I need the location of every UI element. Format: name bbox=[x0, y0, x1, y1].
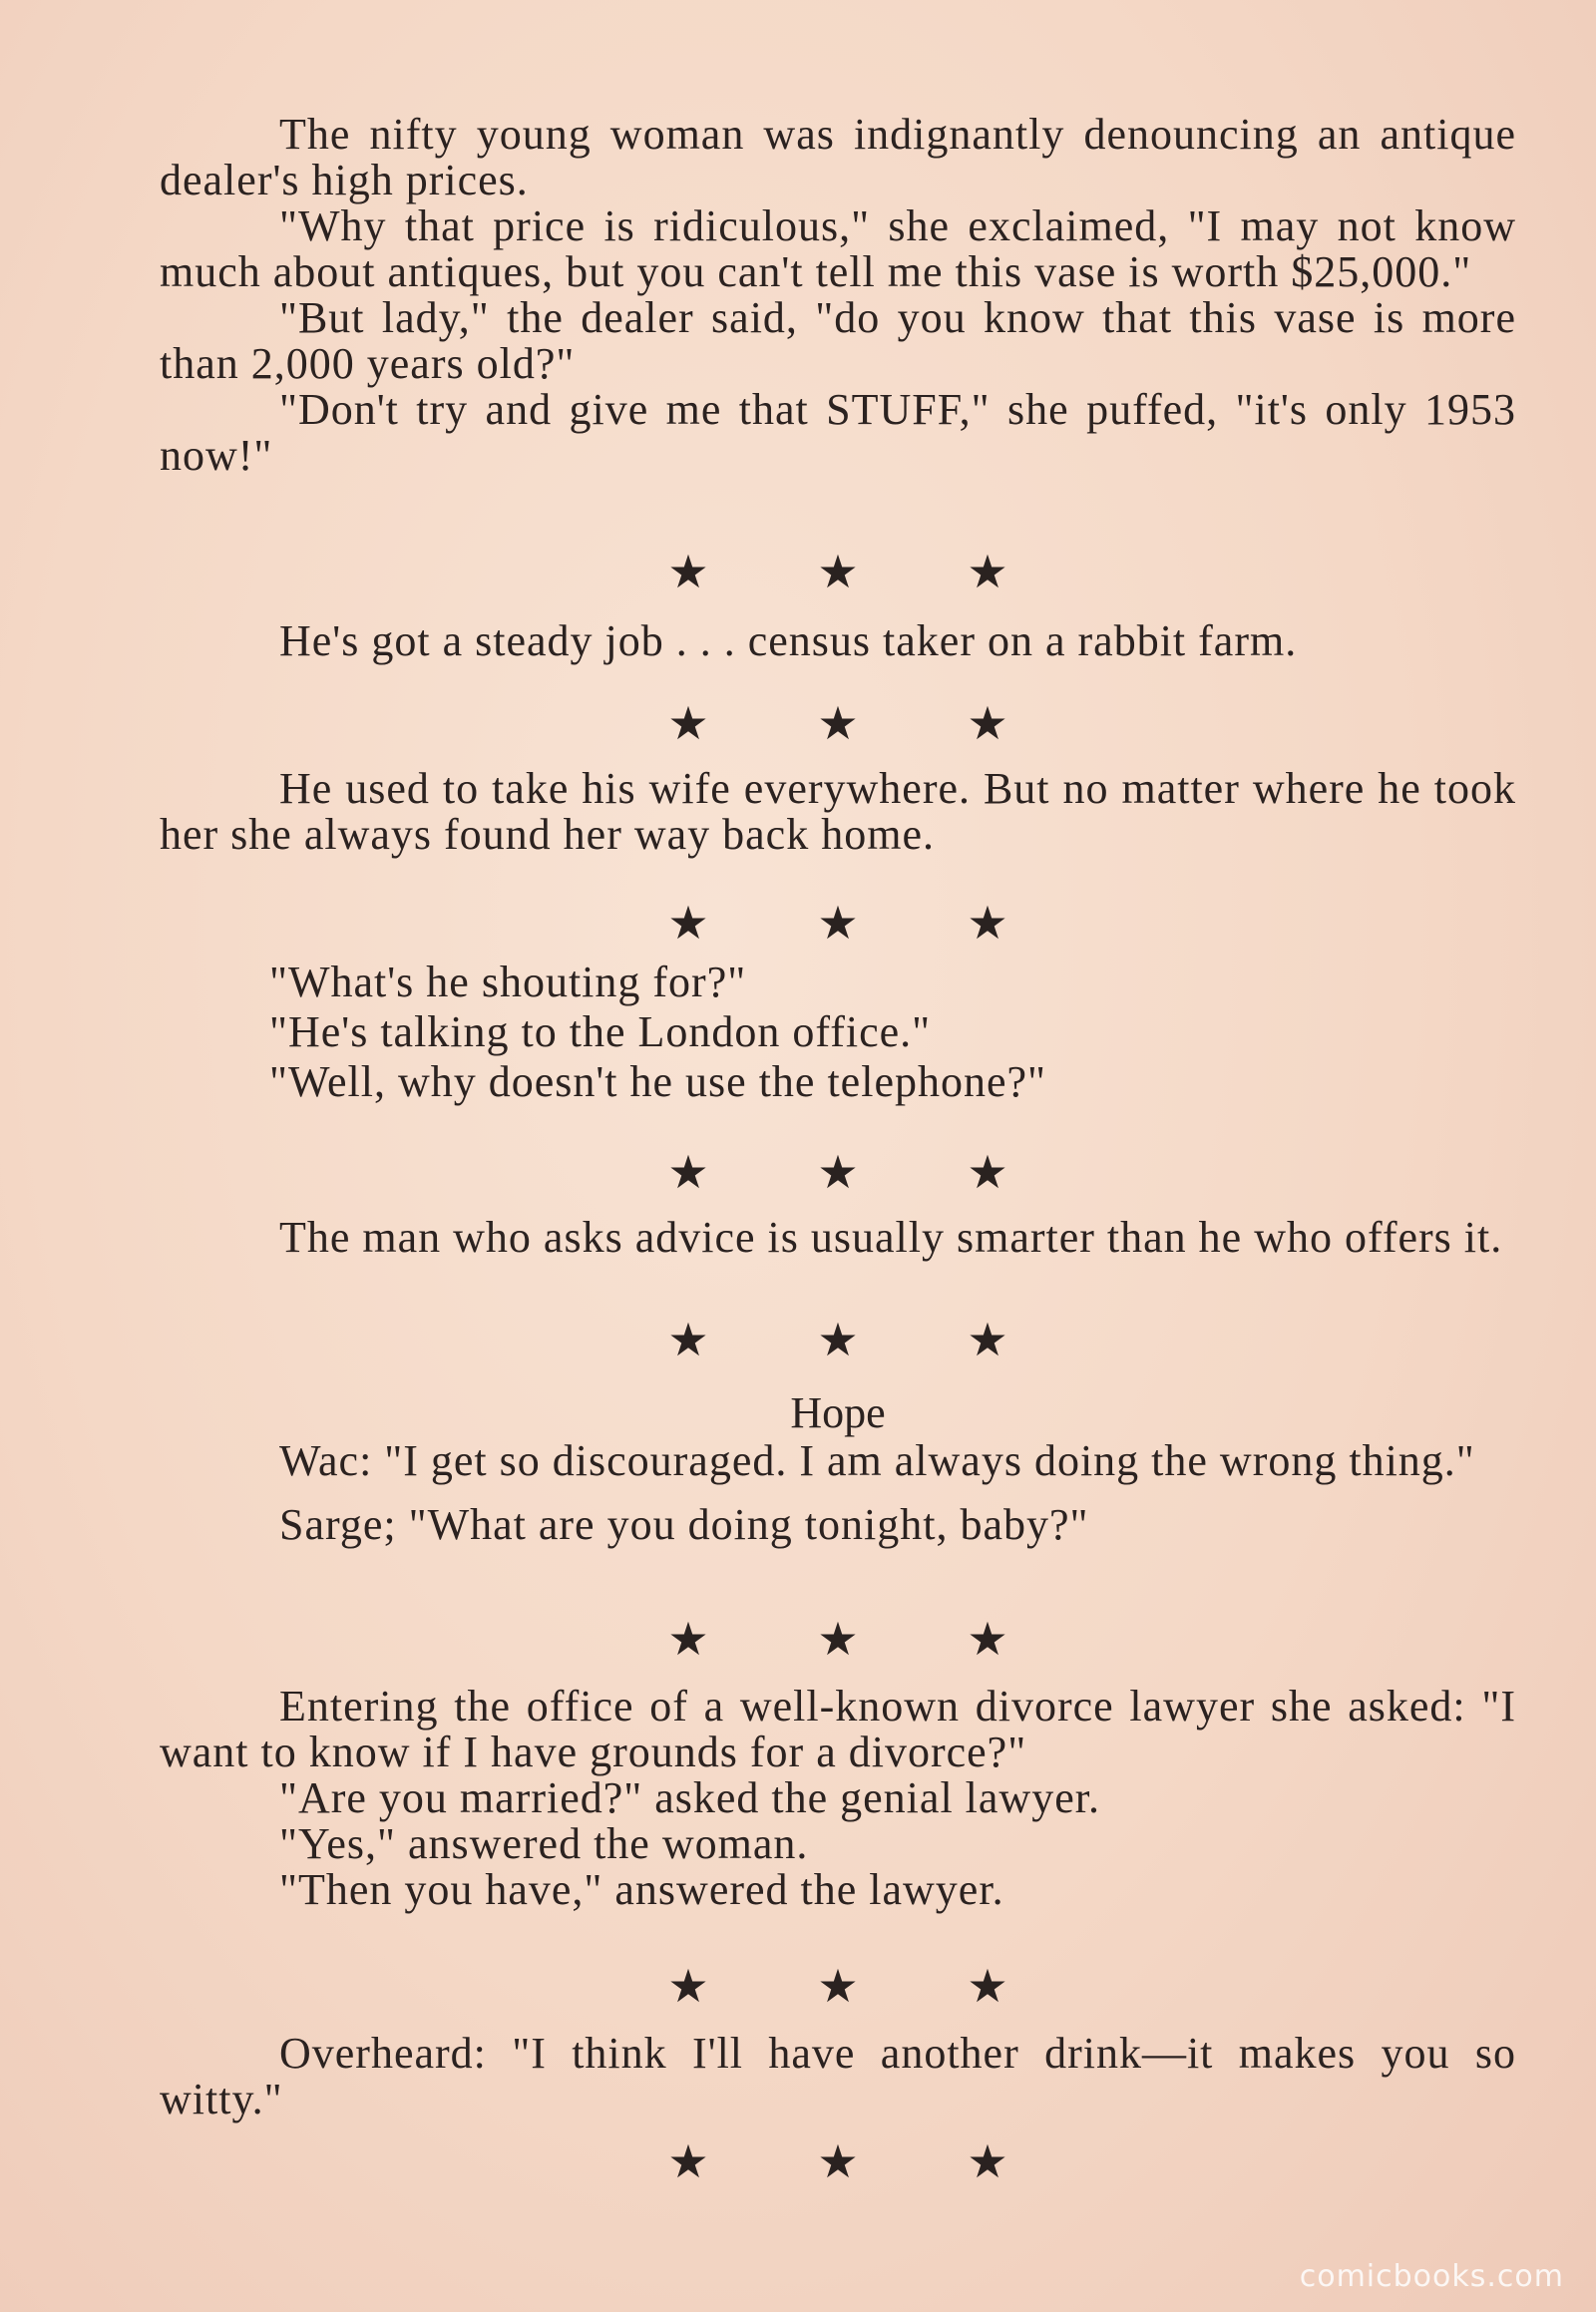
joke-paragraph: "Don't try and give me that STUFF," she puffed, "it's only 1953 now!" bbox=[160, 385, 1516, 480]
joke-paragraph: "Why that price is ridiculous," she exclaimed, "I may not know much about antiques, but you can't tell me this vase is worth $25,000." bbox=[160, 201, 1516, 296]
star-separator bbox=[160, 698, 1516, 748]
joke-paragraph: "But lady," the dealer said, "do you know that this vase is more than 2,000 years old?" bbox=[160, 293, 1516, 388]
star-separator bbox=[160, 547, 1516, 596]
dialogue-line: "Then you have," answered the lawyer. bbox=[279, 1865, 1004, 1914]
star-separator bbox=[160, 898, 1516, 948]
star-icon: ★ bbox=[817, 1612, 859, 1666]
joke-hope bbox=[160, 1390, 1516, 1548]
star-icon: ★ bbox=[667, 896, 709, 950]
star-icon: ★ bbox=[967, 1612, 1008, 1666]
star-icon: ★ bbox=[967, 896, 1008, 950]
star-separator bbox=[160, 1147, 1516, 1197]
star-icon: ★ bbox=[967, 2134, 1008, 2188]
star-separator bbox=[160, 1614, 1516, 1664]
star-icon: ★ bbox=[817, 2134, 859, 2188]
star-icon: ★ bbox=[817, 696, 859, 750]
star-icon: ★ bbox=[667, 545, 709, 598]
dialogue-line: "Are you married?" asked the genial lawyer. bbox=[279, 1773, 1100, 1822]
joke-paragraph: He's got a steady job . . . census taker on a rabbit farm. bbox=[279, 616, 1298, 665]
star-separator bbox=[160, 2136, 1516, 2186]
joke-paragraph: He used to take his wife everywhere. But no matter where he took her she always found her way back home. bbox=[160, 764, 1516, 859]
dialogue-line: "Well, why doesn't he use the telephone?" bbox=[269, 1057, 1046, 1106]
joke-paragraph: Entering the office of a well-known divorce lawyer she asked: "I want to know if I have grounds for a divorce?" bbox=[160, 1682, 1516, 1776]
star-icon: ★ bbox=[667, 2134, 709, 2188]
star-icon: ★ bbox=[667, 696, 709, 750]
joke-paragraph: Wac: "I get so discouraged. I am always doing the wrong thing." bbox=[279, 1436, 1475, 1485]
star-icon: ★ bbox=[817, 1145, 859, 1199]
joke-overheard bbox=[160, 2031, 1516, 2122]
star-separator bbox=[160, 1315, 1516, 1364]
joke-advice bbox=[160, 1215, 1516, 1261]
star-icon: ★ bbox=[817, 1959, 859, 2013]
joke-paragraph: The man who asks advice is usually smarter than he who offers it. bbox=[279, 1213, 1503, 1262]
star-icon: ★ bbox=[967, 1959, 1008, 2013]
star-icon: ★ bbox=[967, 1145, 1008, 1199]
star-icon: ★ bbox=[667, 1313, 709, 1366]
star-icon: ★ bbox=[667, 1612, 709, 1666]
joke-paragraph: The nifty young woman was indignantly denouncing an antique dealer's high prices. bbox=[160, 110, 1516, 204]
star-icon: ★ bbox=[667, 1959, 709, 2013]
star-icon: ★ bbox=[817, 1313, 859, 1366]
star-icon: ★ bbox=[967, 545, 1008, 598]
joke-antique bbox=[160, 112, 1516, 479]
joke-wife bbox=[160, 766, 1516, 858]
joke-title: Hope bbox=[790, 1388, 886, 1437]
joke-london bbox=[160, 960, 1516, 1105]
joke-census bbox=[160, 618, 1516, 664]
watermark: comicbooks.com bbox=[1299, 2259, 1564, 2294]
star-icon: ★ bbox=[667, 1145, 709, 1199]
star-icon: ★ bbox=[817, 896, 859, 950]
dialogue-line: "He's talking to the London office." bbox=[269, 1007, 932, 1056]
joke-paragraph: Sarge; "What are you doing tonight, baby?" bbox=[279, 1500, 1089, 1549]
dialogue-line: "Yes," answered the woman. bbox=[279, 1819, 809, 1868]
star-separator bbox=[160, 1961, 1516, 2011]
star-icon: ★ bbox=[967, 696, 1008, 750]
star-icon: ★ bbox=[817, 545, 859, 598]
dialogue-line: "What's he shouting for?" bbox=[269, 958, 747, 1006]
star-icon: ★ bbox=[967, 1313, 1008, 1366]
joke-paragraph: Overheard: "I think I'll have another drink—it makes you so witty." bbox=[160, 2029, 1516, 2123]
joke-divorce bbox=[160, 1684, 1516, 1913]
